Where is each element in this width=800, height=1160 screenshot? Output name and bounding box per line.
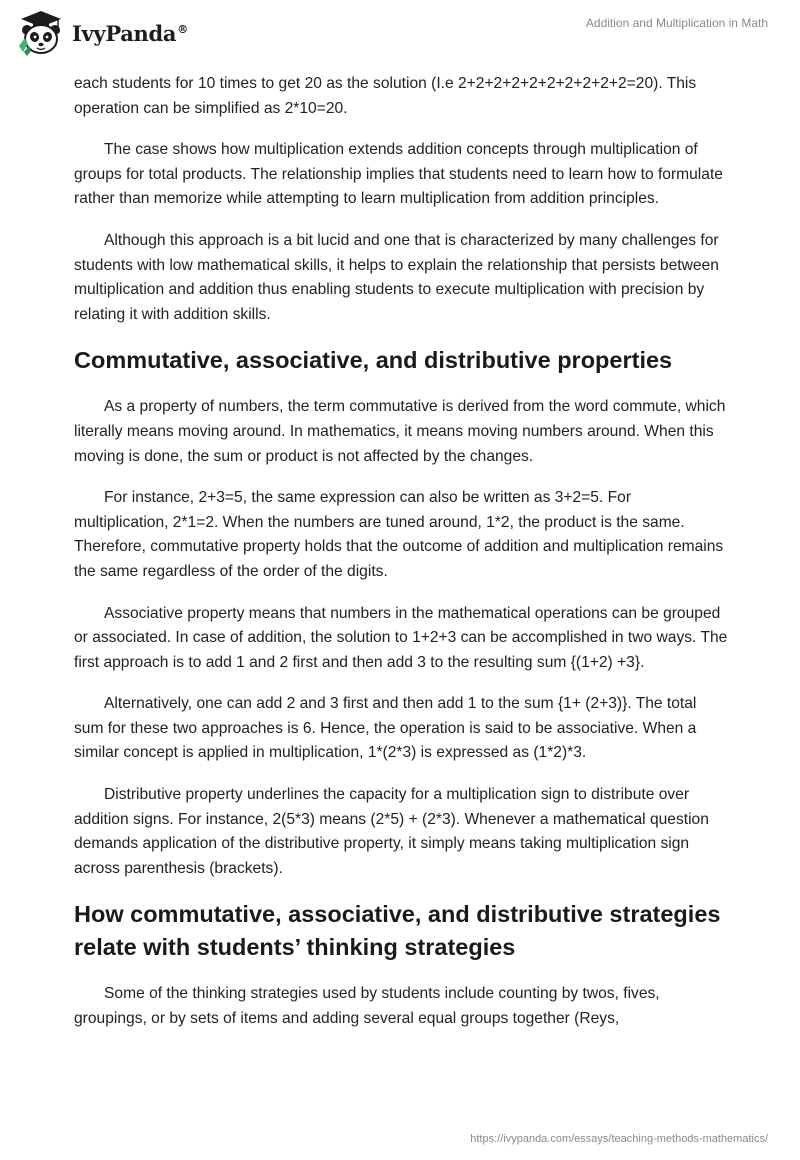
paragraph-distributive: Distributive property underlines the capacity for a multiplication sign to distribute over addition signs. For instance, 2(5*3) means (2*5) + (2*3). Whenever a mathematical question demands application of the distributive property, it simply means taking multiplication sign across parenthesis (brackets). (74, 786, 709, 877)
heading-strategies: How commutative, associative, and distributive strategies relate with students’ thinking strategies (74, 901, 721, 961)
paragraph-instance: For instance, 2+3=5, the same expression can also be written as 3+2=5. For multiplication, 2*1=2. When the numbers are tuned around, 1*2, the product is the same. Therefore, commutative property holds that the outcome of addition and multiplication remains the same regardless of the order of the digits. (74, 489, 724, 580)
paragraph-alternatively: Alternatively, one can add 2 and 3 first and then add 1 to the sum {1+ (2+3)}. The total sum for these two approaches is 6. Hence, the operation is said to be associative. When a similar concept is applied in multiplication, 1*(2*3) is expressed as (1*2)*3. (74, 695, 697, 762)
brand-name: IvyPanda® (72, 20, 188, 46)
paragraph-commutative: As a property of numbers, the term commutative is derived from the word commute, which literally means moving around. In mathematics, it means moving numbers around. When this moving is done, the sum or product is not affected by the changes. (74, 398, 726, 465)
page-header (0, 0, 800, 70)
source-url[interactable]: https://ivypanda.com/essays/teaching-methods-mathematics/ (470, 1133, 768, 1145)
heading-properties: Commutative, associative, and distributive properties (74, 347, 673, 374)
registered-mark: ® (177, 22, 188, 36)
paragraph-lucid: Although this approach is a bit lucid and one that is characterized by many challenges for students with low mathematical skills, it helps to explain the relationship that persists between multiplication and addition thus enabling students to execute multiplication with precision by relating it with addition skills. (74, 231, 719, 323)
paragraph-continuation: each students for 10 times to get 20 as the solution (I.e 2+2+2+2+2+2+2+2+2+2=20). This operation can be simplified as 2*10=20. (74, 75, 697, 117)
document-title: Addition and Multiplication in Math (585, 16, 768, 30)
paragraph-associative: Associative property means that numbers in the mathematical operations can be grouped or associated. In case of addition, the solution to 1+2+3 can be accomplished in two ways. The first approach is to add 1 and 2 first and then add 3 to the resulting sum {(1+2) +3}. (74, 604, 728, 671)
panda-graduate-icon (16, 8, 66, 58)
paragraph-case: The case shows how multiplication extends addition concepts through multiplication of groups for total products. The relationship implies that students need to learn how to formulate rather than memorize while attempting to learn multiplication from addition principles. (74, 141, 723, 208)
ivypanda-logo[interactable] (16, 8, 206, 58)
paragraph-thinking: Some of the thinking strategies used by students include counting by twos, fives, groupings, or by sets of items and adding several equal groups together (Reys, (74, 985, 660, 1028)
article-body (74, 72, 728, 1049)
